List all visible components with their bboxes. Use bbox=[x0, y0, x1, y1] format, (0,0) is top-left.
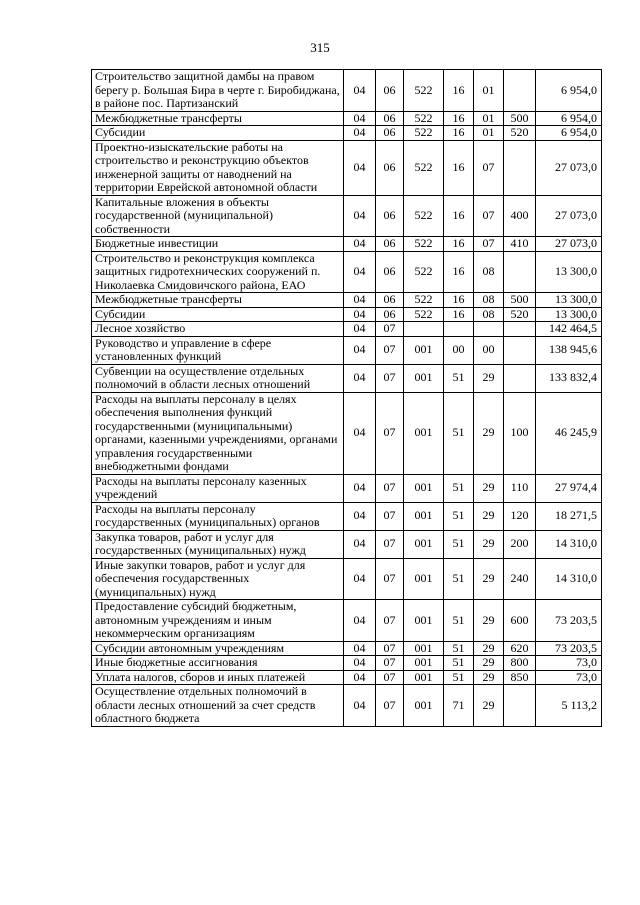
target-article-code-cell: 001 bbox=[404, 558, 444, 600]
subsection-code-cell: 07 bbox=[376, 670, 404, 685]
table-row bbox=[92, 474, 602, 502]
target-item-code-cell: 08 bbox=[474, 307, 504, 322]
table-row bbox=[92, 322, 602, 337]
row-name-cell: Закупка товаров, работ и услуг для государственных (муниципальных) нужд bbox=[92, 530, 344, 558]
row-name-cell: Осуществление отдельных полномочий в области лесных отношений за счет средств областного бюджета bbox=[92, 685, 344, 727]
target-item-code-cell: 29 bbox=[474, 641, 504, 656]
target-subarticle-code-cell: 51 bbox=[444, 656, 474, 671]
section-code-cell: 04 bbox=[344, 307, 376, 322]
expense-type-code-cell bbox=[504, 251, 536, 293]
row-name-cell: Строительство защитной дамбы на правом берегу р. Большая Бира в черте г. Биробиджана, в районе пос. Партизанский bbox=[92, 70, 344, 112]
target-subarticle-code-cell: 51 bbox=[444, 600, 474, 642]
target-subarticle-code-cell: 00 bbox=[444, 336, 474, 364]
target-item-code-cell: 29 bbox=[474, 558, 504, 600]
amount-cell: 5 113,2 bbox=[536, 685, 602, 727]
amount-cell: 18 271,5 bbox=[536, 502, 602, 530]
table-row bbox=[92, 670, 602, 685]
section-code-cell: 04 bbox=[344, 322, 376, 337]
target-article-code-cell: 522 bbox=[404, 111, 444, 126]
section-code-cell: 04 bbox=[344, 70, 376, 112]
target-subarticle-code-cell: 51 bbox=[444, 474, 474, 502]
table-row bbox=[92, 600, 602, 642]
row-name-cell: Проектно-изыскательские работы на строительство и реконструкцию объектов инженерной защиты от наводнений на территории Еврейской автономной области bbox=[92, 140, 344, 195]
row-name-cell: Капитальные вложения в объекты государственной (муниципальной) собственности bbox=[92, 195, 344, 237]
target-subarticle-code-cell: 16 bbox=[444, 195, 474, 237]
table-row bbox=[92, 307, 602, 322]
row-name-cell: Бюджетные инвестиции bbox=[92, 237, 344, 252]
target-article-code-cell: 001 bbox=[404, 641, 444, 656]
section-code-cell: 04 bbox=[344, 195, 376, 237]
target-article-code-cell: 001 bbox=[404, 502, 444, 530]
expense-type-code-cell bbox=[504, 322, 536, 337]
amount-cell: 142 464,5 bbox=[536, 322, 602, 337]
table-row bbox=[92, 641, 602, 656]
subsection-code-cell: 07 bbox=[376, 600, 404, 642]
table-row bbox=[92, 111, 602, 126]
target-item-code-cell: 08 bbox=[474, 293, 504, 308]
expense-type-code-cell: 500 bbox=[504, 293, 536, 308]
target-item-code-cell: 29 bbox=[474, 670, 504, 685]
target-item-code-cell: 29 bbox=[474, 474, 504, 502]
subsection-code-cell: 07 bbox=[376, 364, 404, 392]
section-code-cell: 04 bbox=[344, 126, 376, 141]
subsection-code-cell: 07 bbox=[376, 322, 404, 337]
expense-type-code-cell: 240 bbox=[504, 558, 536, 600]
subsection-code-cell: 07 bbox=[376, 392, 404, 474]
amount-cell: 73 203,5 bbox=[536, 641, 602, 656]
target-subarticle-code-cell: 71 bbox=[444, 685, 474, 727]
subsection-code-cell: 06 bbox=[376, 70, 404, 112]
row-name-cell: Межбюджетные трансферты bbox=[92, 293, 344, 308]
target-article-code-cell: 001 bbox=[404, 474, 444, 502]
section-code-cell: 04 bbox=[344, 237, 376, 252]
section-code-cell: 04 bbox=[344, 111, 376, 126]
table-row bbox=[92, 364, 602, 392]
subsection-code-cell: 06 bbox=[376, 251, 404, 293]
row-name-cell: Субсидии автономным учреждениям bbox=[92, 641, 344, 656]
row-name-cell: Иные закупки товаров, работ и услуг для обеспечения государственных (муниципальных) нужд bbox=[92, 558, 344, 600]
target-item-code-cell: 08 bbox=[474, 251, 504, 293]
subsection-code-cell: 06 bbox=[376, 140, 404, 195]
target-item-code-cell bbox=[474, 322, 504, 337]
amount-cell: 13 300,0 bbox=[536, 307, 602, 322]
amount-cell: 46 245,9 bbox=[536, 392, 602, 474]
budget-table-body bbox=[92, 70, 602, 727]
row-name-cell: Лесное хозяйство bbox=[92, 322, 344, 337]
amount-cell: 14 310,0 bbox=[536, 558, 602, 600]
subsection-code-cell: 07 bbox=[376, 656, 404, 671]
target-article-code-cell: 522 bbox=[404, 293, 444, 308]
target-item-code-cell: 29 bbox=[474, 364, 504, 392]
amount-cell: 73 203,5 bbox=[536, 600, 602, 642]
row-name-cell: Предоставление субсидий бюджетным, автономным учреждениям и иным некоммерческим организациям bbox=[92, 600, 344, 642]
target-article-code-cell: 522 bbox=[404, 237, 444, 252]
subsection-code-cell: 06 bbox=[376, 307, 404, 322]
row-name-cell: Расходы на выплаты персоналу казенных учреждений bbox=[92, 474, 344, 502]
expense-type-code-cell bbox=[504, 336, 536, 364]
amount-cell: 27 974,4 bbox=[536, 474, 602, 502]
target-article-code-cell: 001 bbox=[404, 336, 444, 364]
target-item-code-cell: 29 bbox=[474, 530, 504, 558]
amount-cell: 6 954,0 bbox=[536, 111, 602, 126]
budget-table bbox=[91, 69, 602, 727]
target-article-code-cell: 001 bbox=[404, 600, 444, 642]
target-item-code-cell: 07 bbox=[474, 140, 504, 195]
amount-cell: 14 310,0 bbox=[536, 530, 602, 558]
table-row bbox=[92, 558, 602, 600]
section-code-cell: 04 bbox=[344, 558, 376, 600]
target-subarticle-code-cell: 16 bbox=[444, 237, 474, 252]
row-name-cell: Расходы на выплаты персоналу в целях обеспечения выполнения функций государственными (муниципальными) органами, казенными учреждениями, органами управления государственными внебюджетными фондами bbox=[92, 392, 344, 474]
expense-type-code-cell: 850 bbox=[504, 670, 536, 685]
expense-type-code-cell bbox=[504, 140, 536, 195]
target-item-code-cell: 29 bbox=[474, 685, 504, 727]
amount-cell: 27 073,0 bbox=[536, 237, 602, 252]
table-row bbox=[92, 195, 602, 237]
target-article-code-cell: 001 bbox=[404, 364, 444, 392]
expense-type-code-cell: 200 bbox=[504, 530, 536, 558]
target-item-code-cell: 29 bbox=[474, 600, 504, 642]
target-article-code-cell: 522 bbox=[404, 140, 444, 195]
expense-type-code-cell: 800 bbox=[504, 656, 536, 671]
target-subarticle-code-cell bbox=[444, 322, 474, 337]
row-name-cell: Руководство и управление в сфере установленных функций bbox=[92, 336, 344, 364]
table-row bbox=[92, 251, 602, 293]
target-subarticle-code-cell: 51 bbox=[444, 670, 474, 685]
subsection-code-cell: 07 bbox=[376, 530, 404, 558]
section-code-cell: 04 bbox=[344, 641, 376, 656]
subsection-code-cell: 06 bbox=[376, 293, 404, 308]
section-code-cell: 04 bbox=[344, 474, 376, 502]
expense-type-code-cell: 110 bbox=[504, 474, 536, 502]
expense-type-code-cell: 600 bbox=[504, 600, 536, 642]
expense-type-code-cell: 520 bbox=[504, 126, 536, 141]
target-subarticle-code-cell: 51 bbox=[444, 558, 474, 600]
section-code-cell: 04 bbox=[344, 336, 376, 364]
section-code-cell: 04 bbox=[344, 293, 376, 308]
target-article-code-cell: 522 bbox=[404, 195, 444, 237]
row-name-cell: Субсидии bbox=[92, 126, 344, 141]
target-subarticle-code-cell: 16 bbox=[444, 70, 474, 112]
subsection-code-cell: 06 bbox=[376, 195, 404, 237]
target-subarticle-code-cell: 16 bbox=[444, 140, 474, 195]
target-subarticle-code-cell: 16 bbox=[444, 307, 474, 322]
row-name-cell: Субвенции на осуществление отдельных полномочий в области лесных отношений bbox=[92, 364, 344, 392]
subsection-code-cell: 06 bbox=[376, 111, 404, 126]
expense-type-code-cell bbox=[504, 70, 536, 112]
expense-type-code-cell bbox=[504, 685, 536, 727]
target-article-code-cell: 001 bbox=[404, 530, 444, 558]
section-code-cell: 04 bbox=[344, 600, 376, 642]
table-row bbox=[92, 293, 602, 308]
amount-cell: 133 832,4 bbox=[536, 364, 602, 392]
target-article-code-cell: 001 bbox=[404, 656, 444, 671]
table-row bbox=[92, 126, 602, 141]
amount-cell: 73,0 bbox=[536, 656, 602, 671]
amount-cell: 6 954,0 bbox=[536, 70, 602, 112]
page-number: 315 bbox=[310, 40, 330, 55]
target-subarticle-code-cell: 51 bbox=[444, 641, 474, 656]
target-item-code-cell: 07 bbox=[474, 195, 504, 237]
table-row bbox=[92, 685, 602, 727]
target-article-code-cell: 001 bbox=[404, 685, 444, 727]
section-code-cell: 04 bbox=[344, 656, 376, 671]
subsection-code-cell: 06 bbox=[376, 237, 404, 252]
target-subarticle-code-cell: 51 bbox=[444, 502, 474, 530]
section-code-cell: 04 bbox=[344, 685, 376, 727]
section-code-cell: 04 bbox=[344, 140, 376, 195]
amount-cell: 73,0 bbox=[536, 670, 602, 685]
target-item-code-cell: 29 bbox=[474, 502, 504, 530]
subsection-code-cell: 06 bbox=[376, 126, 404, 141]
expense-type-code-cell: 620 bbox=[504, 641, 536, 656]
amount-cell: 27 073,0 bbox=[536, 195, 602, 237]
target-subarticle-code-cell: 51 bbox=[444, 530, 474, 558]
subsection-code-cell: 07 bbox=[376, 474, 404, 502]
target-subarticle-code-cell: 16 bbox=[444, 126, 474, 141]
row-name-cell: Строительство и реконструкция комплекса защитных гидротехнических сооружений п. Николаевка Смидовичского района, ЕАО bbox=[92, 251, 344, 293]
table-row bbox=[92, 70, 602, 112]
section-code-cell: 04 bbox=[344, 251, 376, 293]
amount-cell: 27 073,0 bbox=[536, 140, 602, 195]
amount-cell: 13 300,0 bbox=[536, 293, 602, 308]
subsection-code-cell: 07 bbox=[376, 502, 404, 530]
target-item-code-cell: 29 bbox=[474, 656, 504, 671]
target-item-code-cell: 00 bbox=[474, 336, 504, 364]
expense-type-code-cell: 500 bbox=[504, 111, 536, 126]
expense-type-code-cell: 100 bbox=[504, 392, 536, 474]
subsection-code-cell: 07 bbox=[376, 641, 404, 656]
section-code-cell: 04 bbox=[344, 502, 376, 530]
row-name-cell: Уплата налогов, сборов и иных платежей bbox=[92, 670, 344, 685]
target-subarticle-code-cell: 16 bbox=[444, 293, 474, 308]
target-item-code-cell: 01 bbox=[474, 126, 504, 141]
target-article-code-cell: 522 bbox=[404, 70, 444, 112]
subsection-code-cell: 07 bbox=[376, 558, 404, 600]
table-row bbox=[92, 392, 602, 474]
target-item-code-cell: 01 bbox=[474, 111, 504, 126]
section-code-cell: 04 bbox=[344, 530, 376, 558]
amount-cell: 6 954,0 bbox=[536, 126, 602, 141]
row-name-cell: Межбюджетные трансферты bbox=[92, 111, 344, 126]
amount-cell: 138 945,6 bbox=[536, 336, 602, 364]
table-row bbox=[92, 237, 602, 252]
subsection-code-cell: 07 bbox=[376, 336, 404, 364]
section-code-cell: 04 bbox=[344, 392, 376, 474]
target-article-code-cell bbox=[404, 322, 444, 337]
target-item-code-cell: 01 bbox=[474, 70, 504, 112]
amount-cell: 13 300,0 bbox=[536, 251, 602, 293]
target-subarticle-code-cell: 51 bbox=[444, 392, 474, 474]
target-article-code-cell: 522 bbox=[404, 126, 444, 141]
row-name-cell: Субсидии bbox=[92, 307, 344, 322]
expense-type-code-cell: 520 bbox=[504, 307, 536, 322]
target-subarticle-code-cell: 16 bbox=[444, 111, 474, 126]
section-code-cell: 04 bbox=[344, 670, 376, 685]
table-row bbox=[92, 140, 602, 195]
expense-type-code-cell bbox=[504, 364, 536, 392]
section-code-cell: 04 bbox=[344, 364, 376, 392]
target-item-code-cell: 29 bbox=[474, 392, 504, 474]
expense-type-code-cell: 400 bbox=[504, 195, 536, 237]
target-article-code-cell: 001 bbox=[404, 392, 444, 474]
target-subarticle-code-cell: 16 bbox=[444, 251, 474, 293]
table-row bbox=[92, 336, 602, 364]
expense-type-code-cell: 410 bbox=[504, 237, 536, 252]
subsection-code-cell: 07 bbox=[376, 685, 404, 727]
target-item-code-cell: 07 bbox=[474, 237, 504, 252]
row-name-cell: Расходы на выплаты персоналу государственных (муниципальных) органов bbox=[92, 502, 344, 530]
table-row bbox=[92, 656, 602, 671]
table-row bbox=[92, 530, 602, 558]
expense-type-code-cell: 120 bbox=[504, 502, 536, 530]
row-name-cell: Иные бюджетные ассигнования bbox=[92, 656, 344, 671]
target-article-code-cell: 001 bbox=[404, 670, 444, 685]
table-row bbox=[92, 502, 602, 530]
target-article-code-cell: 522 bbox=[404, 307, 444, 322]
target-subarticle-code-cell: 51 bbox=[444, 364, 474, 392]
target-article-code-cell: 522 bbox=[404, 251, 444, 293]
